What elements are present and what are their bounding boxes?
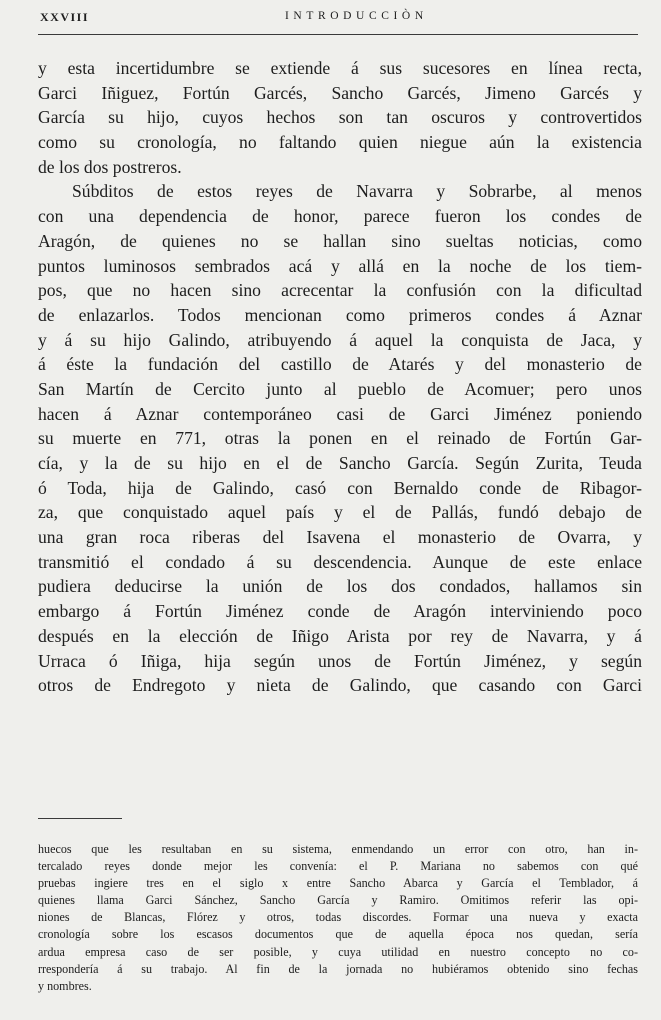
footnote-line: niones de Blancas, Flórez y otros, todas discordes. Formar una nueva y exacta	[38, 910, 638, 925]
footnote-line: y nombres.	[38, 978, 92, 993]
body-line: hacen á Aznar contemporáneo casi de Garci Jiménez poniendo	[38, 403, 642, 424]
body-line: embargo á Fortún Jiménez conde de Aragón interviniendo poco	[38, 601, 642, 622]
footnote-line: cronología sobre los escasos documentos que de aquella época nos quedan, sería	[38, 927, 638, 942]
body-line: de los dos postreros.	[38, 156, 182, 177]
main-text	[38, 56, 642, 698]
body-line: García su hijo, cuyos hechos son tan oscuros y controvertidos	[38, 107, 642, 128]
body-line: otros de Endregoto y nieta de Galindo, que casando con Garci	[38, 675, 642, 696]
footnote-rule	[38, 818, 122, 819]
body-line: su muerte en 771, otras la ponen en el reinado de Fortún Gar-	[38, 428, 642, 449]
body-line: cía, y la de su hijo en el de Sancho García. Según Zurita, Teuda	[38, 453, 642, 473]
body-line: transmitió el condado á su descendencia. Aunque de este enlace	[38, 551, 642, 572]
header-rule	[38, 34, 638, 35]
body-line: y esta incertidumbre se extiende á sus sucesores en línea recta,	[38, 58, 642, 78]
footnote-line: rrespondería á su trabajo. Al fin de la jornada no hubiéramos obtenido sino fechas	[38, 961, 638, 976]
footnote-line: huecos que les resultaban en su sistema, enmendando un error con otro, han in-	[38, 842, 638, 856]
body-line: Garci Iñiguez, Fortún Garcés, Sancho Garcés, Jimeno Garcés y	[38, 82, 642, 103]
body-line: Súbditos de estos reyes de Navarra y Sobrarbe, al menos	[72, 181, 642, 202]
body-line: después en la elección de Iñigo Arista por rey de Navarra, y á	[38, 625, 642, 646]
running-title: INTRODUCCIÒN	[285, 10, 428, 22]
footnote-line: pruebas ingiere tres en el siglo x entre Sancho Abarca y García el Temblador, á	[38, 876, 638, 891]
footnote-line: tercalado reyes donde mejor les convenía: el P. Mariana no sabemos con qué	[38, 859, 638, 874]
body-line: de enlazarlos. Todos mencionan como primeros condes á Aznar	[38, 304, 642, 325]
footnote-line: quienes llama Garci Sánchez, Sancho García y Ramiro. Omitimos referir las opi-	[38, 893, 638, 908]
body-line: Aragón, de quienes no se hallan sino sueltas noticias, como	[38, 230, 642, 251]
body-line: pudiera deducirse la unión de los dos condados, hallamos sin	[38, 576, 642, 597]
body-line: za, que conquistado aquel país y el de Pallás, fundó debajo de	[38, 502, 642, 523]
body-line: puntos luminosos sembrados acá y allá en la noche de los tiem-	[38, 255, 642, 276]
body-line: y á su hijo Galindo, atribuyendo á aquel la conquista de Jaca, y	[38, 329, 642, 350]
body-line: San Martín de Cercito junto al pueblo de Acomuer; pero unos	[38, 378, 642, 399]
body-line: á éste la fundación del castillo de Atarés y del monasterio de	[38, 354, 642, 375]
body-line: ó Toda, hija de Galindo, casó con Bernaldo conde de Ribagor-	[38, 477, 642, 498]
footnote	[38, 841, 638, 995]
body-line: con una dependencia de honor, parece fueron los condes de	[38, 206, 642, 227]
page-number: XXVIII	[40, 10, 90, 24]
running-head	[40, 10, 640, 30]
body-line: Urraca ó Iñiga, hija según unos de Fortún Jiménez, y según	[38, 650, 642, 671]
body-line: una gran roca riberas del Isavena el monasterio de Ovarra, y	[38, 527, 642, 548]
footnote-line: ardua empresa caso de ser posible, y cuya utilidad en nuestro concepto no co-	[38, 944, 638, 959]
body-line: como su cronología, no faltando quien niegue aún la existencia	[38, 132, 642, 153]
body-line: pos, que no hacen sino acrecentar la confusión con la dificultad	[38, 280, 642, 301]
